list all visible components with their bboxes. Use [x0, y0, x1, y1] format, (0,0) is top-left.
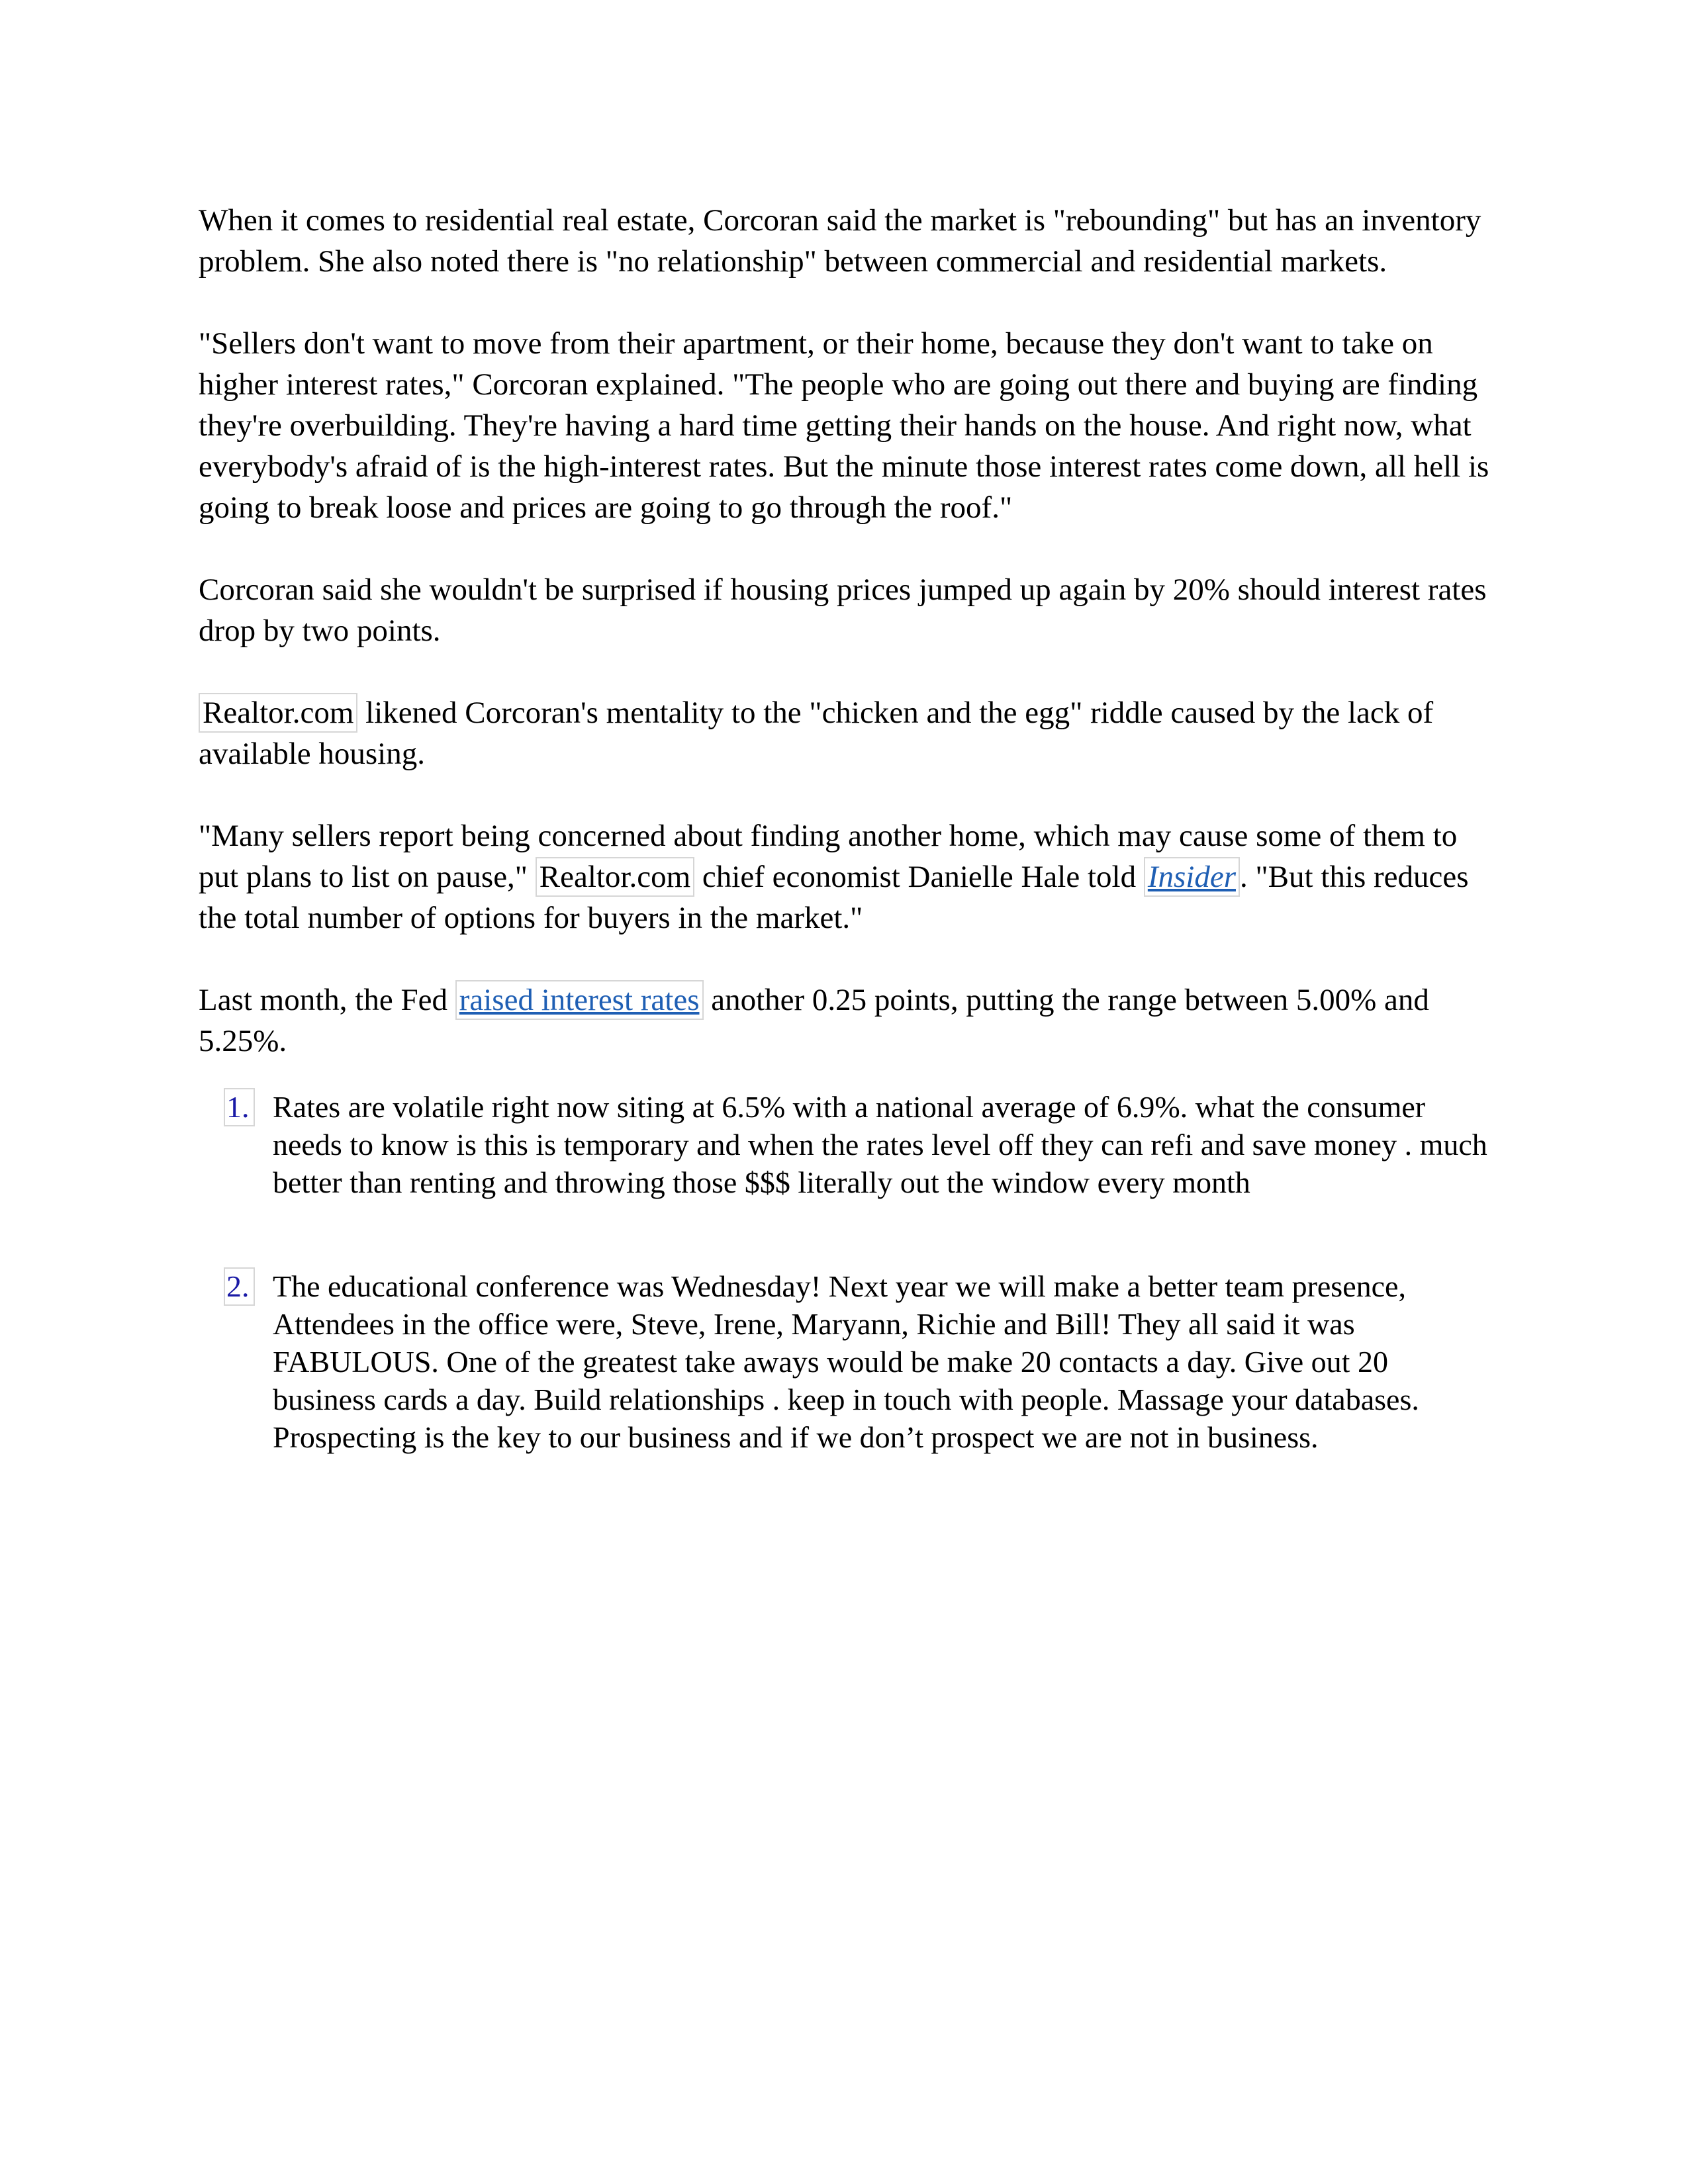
document-page: [199, 200, 1489, 1456]
realtor-reference: Realtor.com: [199, 693, 357, 733]
list-marker: 2.: [224, 1267, 255, 1306]
paragraph-text: . "But this reduces the total number of options for buyers in the market.": [199, 860, 1469, 935]
paragraph-housing-prices: Corcoran said she wouldn't be surprised if housing prices jumped up again by 20% should interest rates drop by two points.: [199, 572, 1487, 648]
list-item-text: The educational conference was Wednesday! Next year we will make a better team presence, Attendees in the office were, Steve, Irene, Maryann, Richie and Bill! They all said it was FABULOUS. One of the greatest take aways would be make 20 contacts a day. Give out 20 business cards a day. Build relationships . keep in touch with people. Massage your databases. Prospecting is the key to our business and if we don’t prospect we are not in business.: [273, 1269, 1419, 1454]
paragraph-text: another 0.25 points, putting the range between 5.00% and 5.25%.: [199, 983, 1429, 1058]
paragraph-text: chief economist Danielle Hale told: [694, 860, 1144, 894]
paragraph-text: Last month, the Fed: [199, 983, 455, 1017]
list-item: [199, 1267, 1489, 1456]
raised-interest-rates-link[interactable]: raised interest rates: [455, 980, 704, 1020]
paragraph-realtor-chicken-egg: [199, 692, 1489, 774]
list-item: [199, 1088, 1489, 1201]
list-item-text: Rates are volatile right now siting at 6.5% with a national average of 6.9%. what the consumer needs to know is this is temporary and when the rates level off they can refi and save money . much better than renting and throwing those $$$ literally out the window every month: [273, 1090, 1487, 1199]
paragraph-many-sellers-quote: [199, 815, 1489, 938]
numbered-list: [199, 1088, 1489, 1456]
paragraph-text: "Many sellers report being concerned about finding another home, which may cause some of them to put plans to list on pause,": [199, 819, 1458, 894]
insider-link[interactable]: Insider: [1144, 857, 1240, 897]
paragraph-text: likened Corcoran's mentality to the "chicken and the egg" riddle caused by the lack of available housing.: [199, 696, 1434, 771]
paragraph-fed-rates: [199, 979, 1489, 1062]
list-marker: 1.: [224, 1088, 255, 1126]
paragraph-residential-market: When it comes to residential real estate, Corcoran said the market is "rebounding" but has an inventory problem. She also noted there is "no relationship" between commercial and residential markets.: [199, 203, 1481, 279]
paragraph-sellers-quote: "Sellers don't want to move from their apartment, or their home, because they don't want to take on higher interest rates," Corcoran explained. "The people who are going out there and buying are finding they're overbuilding. They're having a hard time getting their hands on the house. And right now, what everybody's afraid of is the high-interest rates. But the minute those interest rates come down, all hell is going to break loose and prices are going to go through the roof.": [199, 326, 1489, 525]
realtor-reference: Realtor.com: [536, 857, 694, 897]
